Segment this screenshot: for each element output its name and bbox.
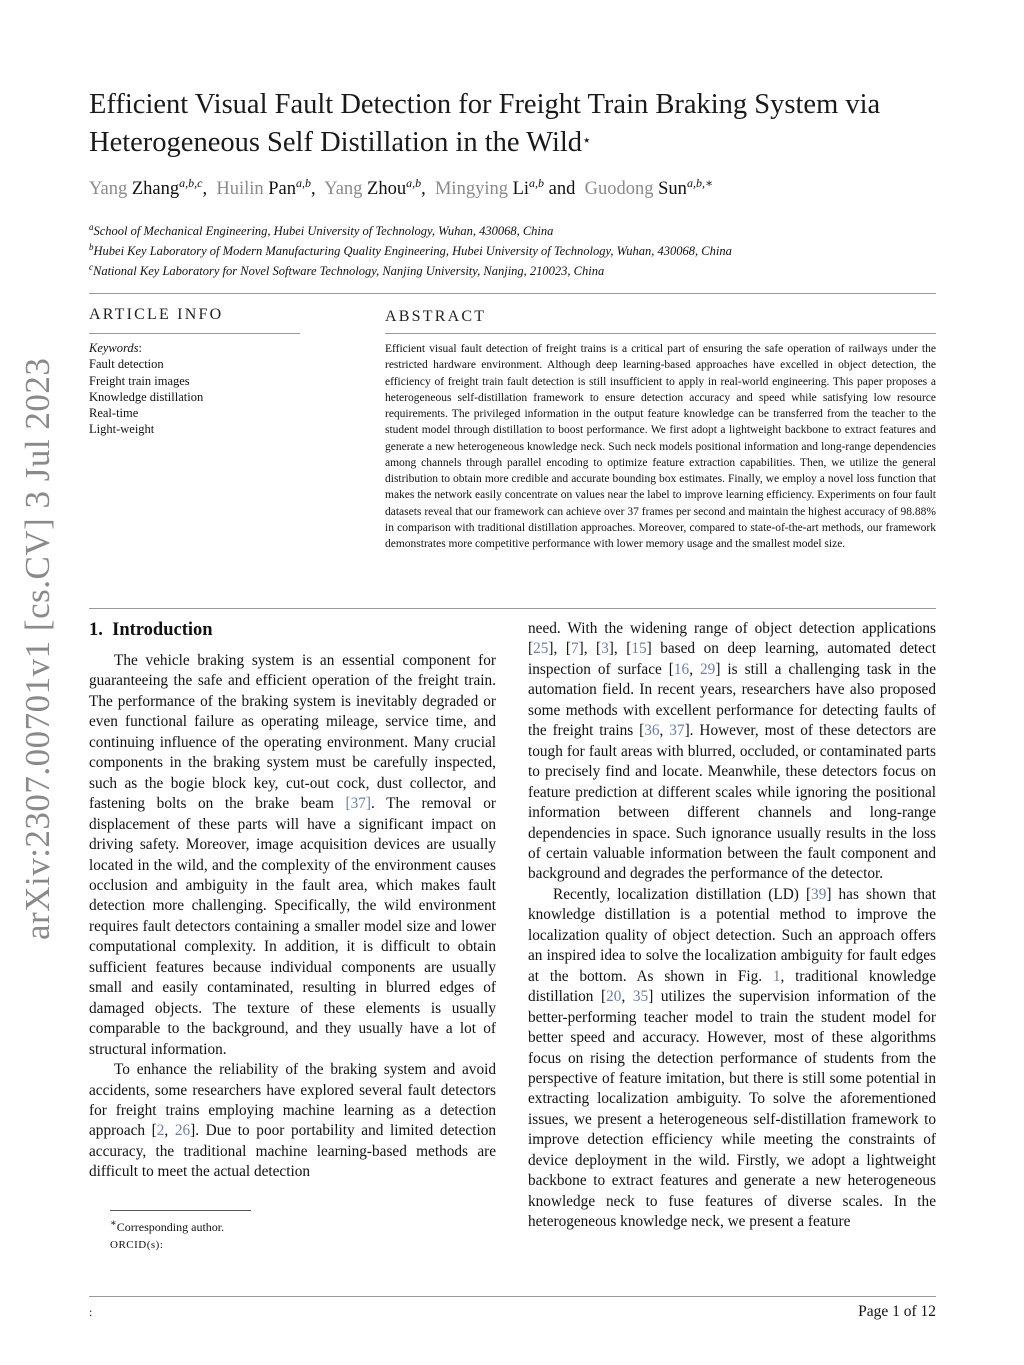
right-column xyxy=(528,619,936,1233)
citation-link[interactable]: 39 xyxy=(811,885,827,903)
text-run: The vehicle braking system is an essential component for guaranteeing the safe and efficient operation of the freight train. The performance of the braking system is inevitably degraded or even functional failure as operating mileage, service time, and continuing influence of the operating environment. Many crucial components in the braking system must be carefully inspected, such as the bogie block key, cut-out cock, dust collector, and fastening bolts on the brake beam xyxy=(89,652,496,813)
text-run: need. With the widening range of object detection applications [ xyxy=(528,620,936,658)
author-first: Guodong xyxy=(584,179,654,200)
affiliation-a xyxy=(89,222,553,239)
keyword: Fault detection xyxy=(89,357,164,372)
footnote-star: ∗ xyxy=(110,1218,117,1229)
keywords-block xyxy=(89,340,203,438)
citation-link[interactable]: 26 xyxy=(174,1122,191,1140)
text-run: , traditional knowledge distillation [ xyxy=(528,967,936,1006)
article-info-heading: ARTICLE INFO xyxy=(89,306,224,323)
keywords-colon: : xyxy=(138,341,143,355)
arxiv-stamp: arXiv:2307.00701v1 [cs.CV] 3 Jul 2023 xyxy=(18,357,57,940)
section-title: Introduction xyxy=(112,620,213,640)
author-first: Yang xyxy=(89,179,128,200)
author-last: Li xyxy=(512,179,530,200)
abstract-rule xyxy=(385,333,936,334)
text-run: ]. Due to poor portability and limited detection accuracy, the traditional machine learning-based methods are difficult to meet the actual detection xyxy=(89,1122,496,1181)
affil-text: National Key Laboratory for Novel Software Technology, Nanjing University, Nanjing, 210023, China xyxy=(93,264,605,279)
affil-text: School of Mechanical Engineering, Hubei University of Technology, Wuhan, 430068, China xyxy=(93,224,554,239)
header-divider xyxy=(89,293,936,294)
text-run: ], [ xyxy=(608,640,632,658)
citation-link[interactable]: 2 xyxy=(156,1122,165,1140)
citation-link[interactable]: 35 xyxy=(632,988,649,1006)
paper-title xyxy=(89,86,949,162)
footnote xyxy=(110,1215,224,1254)
title-line-1: Efficient Visual Fault Detection for Freight Train Braking System via xyxy=(89,89,881,120)
affiliation-b xyxy=(89,242,732,259)
footer-colon: : xyxy=(89,1305,93,1319)
keyword: Freight train images xyxy=(89,373,190,388)
section-heading xyxy=(89,620,213,641)
text-run: ], [ xyxy=(578,640,602,658)
citation-link[interactable]: 37 xyxy=(669,722,685,740)
text-run: , xyxy=(659,722,670,740)
text-run: , xyxy=(689,660,701,678)
keywords-label xyxy=(89,340,203,356)
text-run: ] utilizes the supervision information of the better-performing teacher model to train the student model for better speed and accuracy. However, most of these algorithms focus on rising the detection performance of students from the perspective of feature imitation, but there is still some potential in extracting localization ambiguity. To solve the aforementioned issues, we present a heterogeneous self-distillation framework to improve detection efficiency while meeting the constraints of device deployment in the wild. Firstly, we adopt a lightweight backbone to extract features and generate a new heterogeneous knowledge neck to fuse features of diverse scales. In the heterogeneous knowledge neck, we present a feature xyxy=(528,988,936,1231)
citation-link[interactable]: 20 xyxy=(606,988,622,1006)
citation-link[interactable]: 25 xyxy=(533,640,549,658)
left-column xyxy=(89,651,496,1183)
affil-mark: b xyxy=(89,242,94,252)
article-info-rule xyxy=(89,333,300,334)
author-sup: a,b,∗ xyxy=(686,176,714,190)
text-run: , xyxy=(621,988,633,1006)
citation-link[interactable]: 3 xyxy=(601,640,609,658)
author-last: Sun xyxy=(658,179,687,200)
text-run: . The removal or displacement of these parts will have a significant impact on driving safety. Moreover, image acquisition devices are usually located in the wild, and the complexity of the environment causes occlusion and ambiguity in the fault area, which makes fault detection more challenging. Specifically, the wild environment requires fault detectors containing a smaller model size and lower computational complexity. In addition, it is difficult to obtain sufficient features because individual components are usually small and easily contaminated, resulting in blurred edges of damaged objects. The texture of these elements is usually comparable to the background, and they usually have a lot of structural information. xyxy=(89,795,497,1058)
text-run: ]. However, most of these detectors are tough for fault areas with blurred, occluded, or contaminated parts to precisely find and locate. Meanwhile, these detectors focus on feature prediction at different scales while ignoring the positional information between different channels and long-range dependencies in space. Such ignorance usually results in the loss of certain valuable information between the fault component and background and degrades the performance of the detector. xyxy=(528,722,936,883)
author-first: Huilin xyxy=(216,179,264,200)
text-run: Recently, localization distillation (LD) [ xyxy=(553,885,812,903)
footnote-rule xyxy=(110,1210,251,1211)
text-run: To enhance the reliability of the braking system and avoid accidents, some researchers have explored several fault detectors for freight trains employing machine learning as a detection approach [ xyxy=(89,1061,496,1140)
keyword: Knowledge distillation xyxy=(89,389,204,404)
citation-link[interactable]: [37] xyxy=(345,795,372,813)
page-number: Page 1 of 12 xyxy=(858,1303,936,1320)
citation-link[interactable]: 29 xyxy=(700,660,716,678)
text-run: ] is still a challenging task in the automation field. In recent years, researchers have also proposed some methods with excellent performance for detecting faults of the freight trains [ xyxy=(528,660,936,740)
author-last: Zhou xyxy=(367,179,407,200)
paragraph xyxy=(528,619,936,885)
author-last: Zhang xyxy=(131,179,180,200)
affiliation-c xyxy=(89,262,604,279)
author-last: Pan xyxy=(268,179,296,200)
footnote-text: Corresponding author. xyxy=(116,1220,225,1234)
citation-link[interactable]: 7 xyxy=(570,640,579,658)
author-sup: a,b,c xyxy=(179,176,203,190)
affil-mark: c xyxy=(89,262,93,272)
citation-link[interactable]: 36 xyxy=(644,722,660,740)
text-run: , xyxy=(164,1122,175,1140)
affil-mark: a xyxy=(89,222,94,232)
citation-link[interactable]: 15 xyxy=(631,640,647,658)
keyword: Real-time xyxy=(89,406,139,421)
author-sup: a,b xyxy=(295,176,311,190)
text-run: ] has shown that knowledge distillation is a potential method to improve the localization quality of object detection. Such an approach offers an inspired idea to solve the localization ambiguity for fault edges at the bottom. As shown in Fig. xyxy=(528,885,936,985)
authors-and: and xyxy=(548,179,576,200)
abstract-divider xyxy=(89,608,936,609)
author-first: Mingying xyxy=(434,179,508,200)
author-list: Yang Zhang$^{a,b,c}$, Huilin Pan$^{a,b}$, Yang Zhou$^{a,b}$, Mingying Li$^{a,b}$ and Guodong Sun$^{a,b,∗}$ xyxy=(89,176,714,200)
section-number: 1. xyxy=(89,620,103,640)
footer-divider xyxy=(89,1296,936,1297)
footnote-orcid: ORCID(s): xyxy=(110,1239,164,1251)
title-line-2: Heterogeneous Self Distillation in the Wild xyxy=(89,127,583,158)
author-sup: a,b xyxy=(529,176,545,190)
figure-link[interactable]: 1 xyxy=(772,967,781,985)
abstract-heading: ABSTRACT xyxy=(385,308,487,325)
author-sup: a,b xyxy=(406,176,422,190)
title-star: ⋆ xyxy=(582,133,592,149)
abstract-text: Efficient visual fault detection of freight trains is a critical part of ensuring the safe operation of railways under the restricted hardware environment. Although deep learning-based approaches have excelled in object detection, the efficiency of freight train fault detection is still insufficient to apply in real-world engineering. This paper proposes a heterogeneous self-distillation framework to ensure detection accuracy and speed while satisfying low resource requirements. The privileged information in the output feature knowledge can be transferred from the teacher to the student model through distillation to boost performance. We first adopt a lightweight backbone to extract features and generate a new heterogeneous knowledge neck. Such neck models positional information and long-range dependencies among channels through parallel encoding to optimize feature extraction capabilities. Then, we utilize the general distribution to obtain more credible and accurate bounding box estimates. Finally, we employ a novel loss function that makes the network easily concentrate on values near the label to improve learning efficiency. Experiments on four fault datasets reveal that our framework can achieve over 37 frames per second and maintain the highest accuracy of 98.88% in comparison with traditional distillation approaches. Moreover, compared to state-of-the-art methods, our framework demonstrates more competitive performance with lower memory usage and the smallest model size. xyxy=(385,343,936,550)
footnote-corresponding xyxy=(110,1215,224,1236)
author-first: Yang xyxy=(324,179,363,200)
paragraph xyxy=(89,651,496,1060)
paragraph xyxy=(89,1060,496,1183)
paragraph xyxy=(528,885,936,1233)
text-run: ], [ xyxy=(548,640,571,658)
keyword: Light-weight xyxy=(89,422,155,437)
affil-text: Hubei Key Laboratory of Modern Manufacturing Quality Engineering, Hubei University of Technology, Wuhan, 430068, China xyxy=(93,244,732,259)
keywords-label-text: Keywords xyxy=(89,341,139,355)
citation-link[interactable]: 16 xyxy=(673,660,690,678)
text-run: ] based on deep learning, automated detect inspection of surface [ xyxy=(528,640,936,678)
